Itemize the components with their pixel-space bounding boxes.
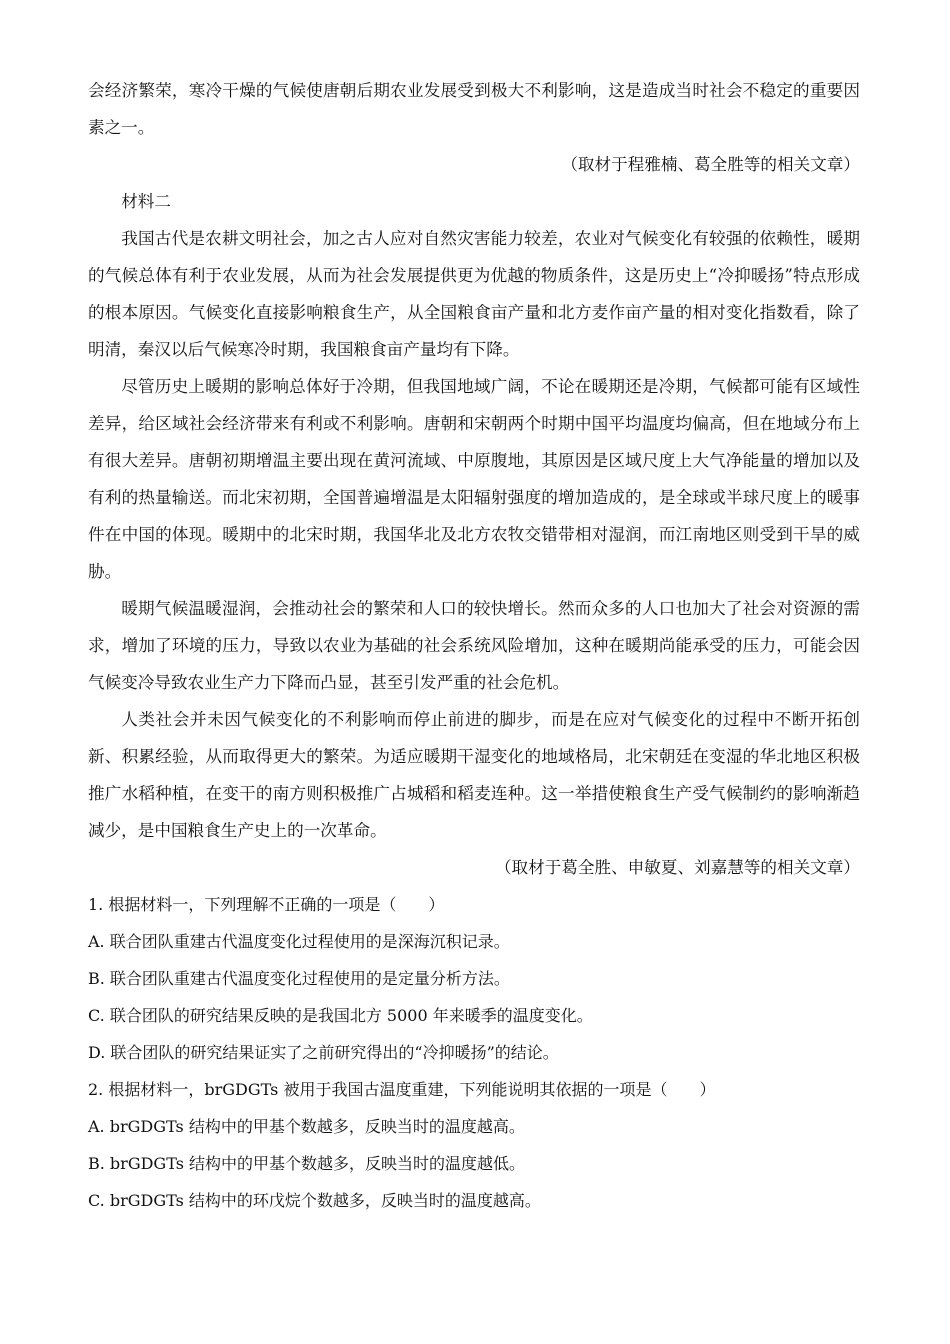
question-2-option-a: A. brGDGTs 结构中的甲基个数越多，反映当时的温度越高。 <box>88 1117 525 1136</box>
question-2-stem: 2. 根据材料一，brGDGTs 被用于我国古温度重建，下列能说明其依据的一项是（ ） <box>88 1080 716 1099</box>
question-1-option-b: B. 联合团队重建古代温度变化过程使用的是定量分析方法。 <box>88 969 510 988</box>
question-2-option-c: C. brGDGTs 结构中的环戊烷个数越多，反映当时的温度越高。 <box>88 1191 541 1210</box>
material2-paragraph-3: 暖期气候温暖湿润，会推动社会的繁荣和人口的较快增长。然而众多的人口也加大了社会对资源的需求，增加了环境的压力，导致以农业为基础的社会系统风险增加，这种在暖期尚能承受的压力，可能会因气候变冷导致农业生产力下降而凸显，甚至引发严重的社会危机。 <box>88 599 860 692</box>
material2-paragraph-1: 我国古代是农耕文明社会，加之古人应对自然灾害能力较差，农业对气候变化有较强的依赖性，暖期的气候总体有利于农业发展，从而为社会发展提供更为优越的物质条件，这是历史上“冷抑暖扬”特点形成的根本原因。气候变化直接影响粮食生产，从全国粮食亩产量和北方麦作亩产量的相对变化指数看，除了明清，秦汉以后气候寒冷时期，我国粮食亩产量均有下降。 <box>88 229 860 359</box>
material2-paragraph-2: 尽管历史上暖期的影响总体好于冷期，但我国地域广阔，不论在暖期还是冷期，气候都可能有区域性差异，给区域社会经济带来有利或不利影响。唐朝和宋朝两个时期中国平均温度均偏高，但在地域分布上有很大差异。唐朝初期增温主要出现在黄河流域、中原腹地，其原因是区域尺度上大气净能量的增加以及有利的热量输送。而北宋初期，全国普遍增温是太阳辐射强度的增加造成的，是全球或半球尺度上的暖事件在中国的体现。暖期中的北宋时期，我国华北及北方农牧交错带相对湿润，而江南地区则受到干旱的威胁。 <box>88 377 860 581</box>
question-1-option-a: A. 联合团队重建古代温度变化过程使用的是深海沉积记录。 <box>88 932 510 951</box>
material2-paragraph-4: 人类社会并未因气候变化的不利影响而停止前进的脚步，而是在应对气候变化的过程中不断开拓创新、积累经验，从而取得更大的繁荣。为适应暖期干湿变化的地域格局，北宋朝廷在变湿的华北地区积极推广水稻种植，在变干的南方则积极推广占城稻和稻麦连种。这一举措使粮食生产受气候制约的影响渐趋减少，是中国粮食生产史上的一次革命。 <box>88 710 860 840</box>
question-2-option-b: B. brGDGTs 结构中的甲基个数越多，反映当时的温度越低。 <box>88 1154 526 1173</box>
material1-tail-paragraph: 会经济繁荣，寒冷干燥的气候使唐朝后期农业发展受到极大不利影响，这是造成当时社会不稳定的重要因素之一。 <box>88 81 860 137</box>
question-2 <box>88 1071 860 1219</box>
question-1-stem: 1. 根据材料一，下列理解不正确的一项是（ ） <box>88 895 445 914</box>
question-1-option-c: C. 联合团队的研究结果反映的是我国北方 5000 年来暖季的温度变化。 <box>88 1006 593 1025</box>
material2-heading: 材料二 <box>121 192 171 211</box>
question-1-option-d: D. 联合团队的研究结果证实了之前研究得出的“冷抑暖扬”的结论。 <box>88 1043 559 1062</box>
source-citation-1: （取材于程雅楠、葛全胜等的相关文章） <box>561 155 860 174</box>
source-citation-2: （取材于葛全胜、申敏夏、刘嘉慧等的相关文章） <box>494 858 860 877</box>
document-page <box>88 72 860 1219</box>
question-1 <box>88 886 860 1071</box>
